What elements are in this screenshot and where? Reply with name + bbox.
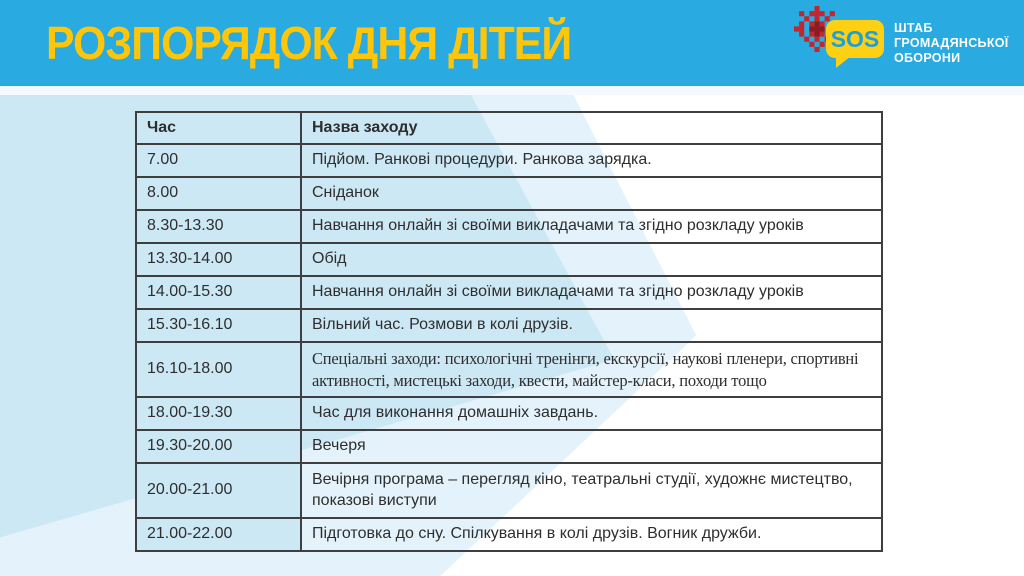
- org-name: [894, 21, 1009, 65]
- header-bar: [0, 0, 1024, 95]
- table-row: [136, 243, 882, 276]
- activity-cell: Сніданок: [301, 177, 882, 210]
- activity-cell: Обід: [301, 243, 882, 276]
- activity-cell: Підйом. Ранкові процедури. Ранкова зарядка.: [301, 144, 882, 177]
- column-header-time: Час: [136, 112, 301, 144]
- time-cell: 18.00-19.30: [136, 397, 301, 430]
- table-row: [136, 210, 882, 243]
- table-row: [136, 177, 882, 210]
- table-row: [136, 430, 882, 463]
- column-header-activity: Назва заходу: [301, 112, 882, 144]
- page-title: РОЗПОРЯДОК ДНЯ ДІТЕЙ: [46, 17, 572, 69]
- org-name-line: ОБОРОНИ: [894, 50, 961, 65]
- time-cell: 14.00-15.30: [136, 276, 301, 309]
- time-cell: 21.00-22.00: [136, 518, 301, 551]
- table-row: [136, 276, 882, 309]
- activity-cell: Підготовка до сну. Спілкування в колі друзів. Вогник дружби.: [301, 518, 882, 551]
- schedule-table: [135, 111, 883, 552]
- activity-cell: Навчання онлайн зі своїми викладачами та згідно розкладу уроків: [301, 276, 882, 309]
- time-cell: 8.00: [136, 177, 301, 210]
- table-row: [136, 518, 882, 551]
- time-cell: 16.10-18.00: [136, 342, 301, 397]
- org-name-line: ШТАБ: [894, 21, 933, 35]
- activity-cell: Час для виконання домашніх завдань.: [301, 397, 882, 430]
- table-row: [136, 309, 882, 342]
- activity-cell: Вільний час. Розмови в колі друзів.: [301, 309, 882, 342]
- table-row: [136, 342, 882, 397]
- time-cell: 19.30-20.00: [136, 430, 301, 463]
- sos-logo: [794, 4, 1009, 82]
- time-cell: 15.30-16.10: [136, 309, 301, 342]
- table-row: [136, 397, 882, 430]
- sos-speech-bubble-icon: [826, 20, 884, 58]
- time-cell: 8.30-13.30: [136, 210, 301, 243]
- activity-cell: Вечеря: [301, 430, 882, 463]
- time-cell: 13.30-14.00: [136, 243, 301, 276]
- activity-cell: Навчання онлайн зі своїми викладачами та згідно розкладу уроків: [301, 210, 882, 243]
- table-header-row: [136, 112, 882, 144]
- sos-wordmark: SOS: [830, 25, 880, 52]
- table-row: [136, 463, 882, 518]
- org-name-line: ГРОМАДЯНСЬКОЇ: [894, 35, 1009, 50]
- activity-cell: Вечірня програма – перегляд кіно, театральні студії, художнє мистецтво, показові виступи: [301, 463, 882, 518]
- schedule-table-body: [136, 144, 882, 551]
- activity-cell: Спеціальні заходи: психологічні тренінги, екскурсії, наукові пленери, спортивні активності, мистецькі заходи, квести, майстер-класи, походи тощо: [301, 342, 882, 397]
- time-cell: 20.00-21.00: [136, 463, 301, 518]
- table-row: [136, 144, 882, 177]
- time-cell: 7.00: [136, 144, 301, 177]
